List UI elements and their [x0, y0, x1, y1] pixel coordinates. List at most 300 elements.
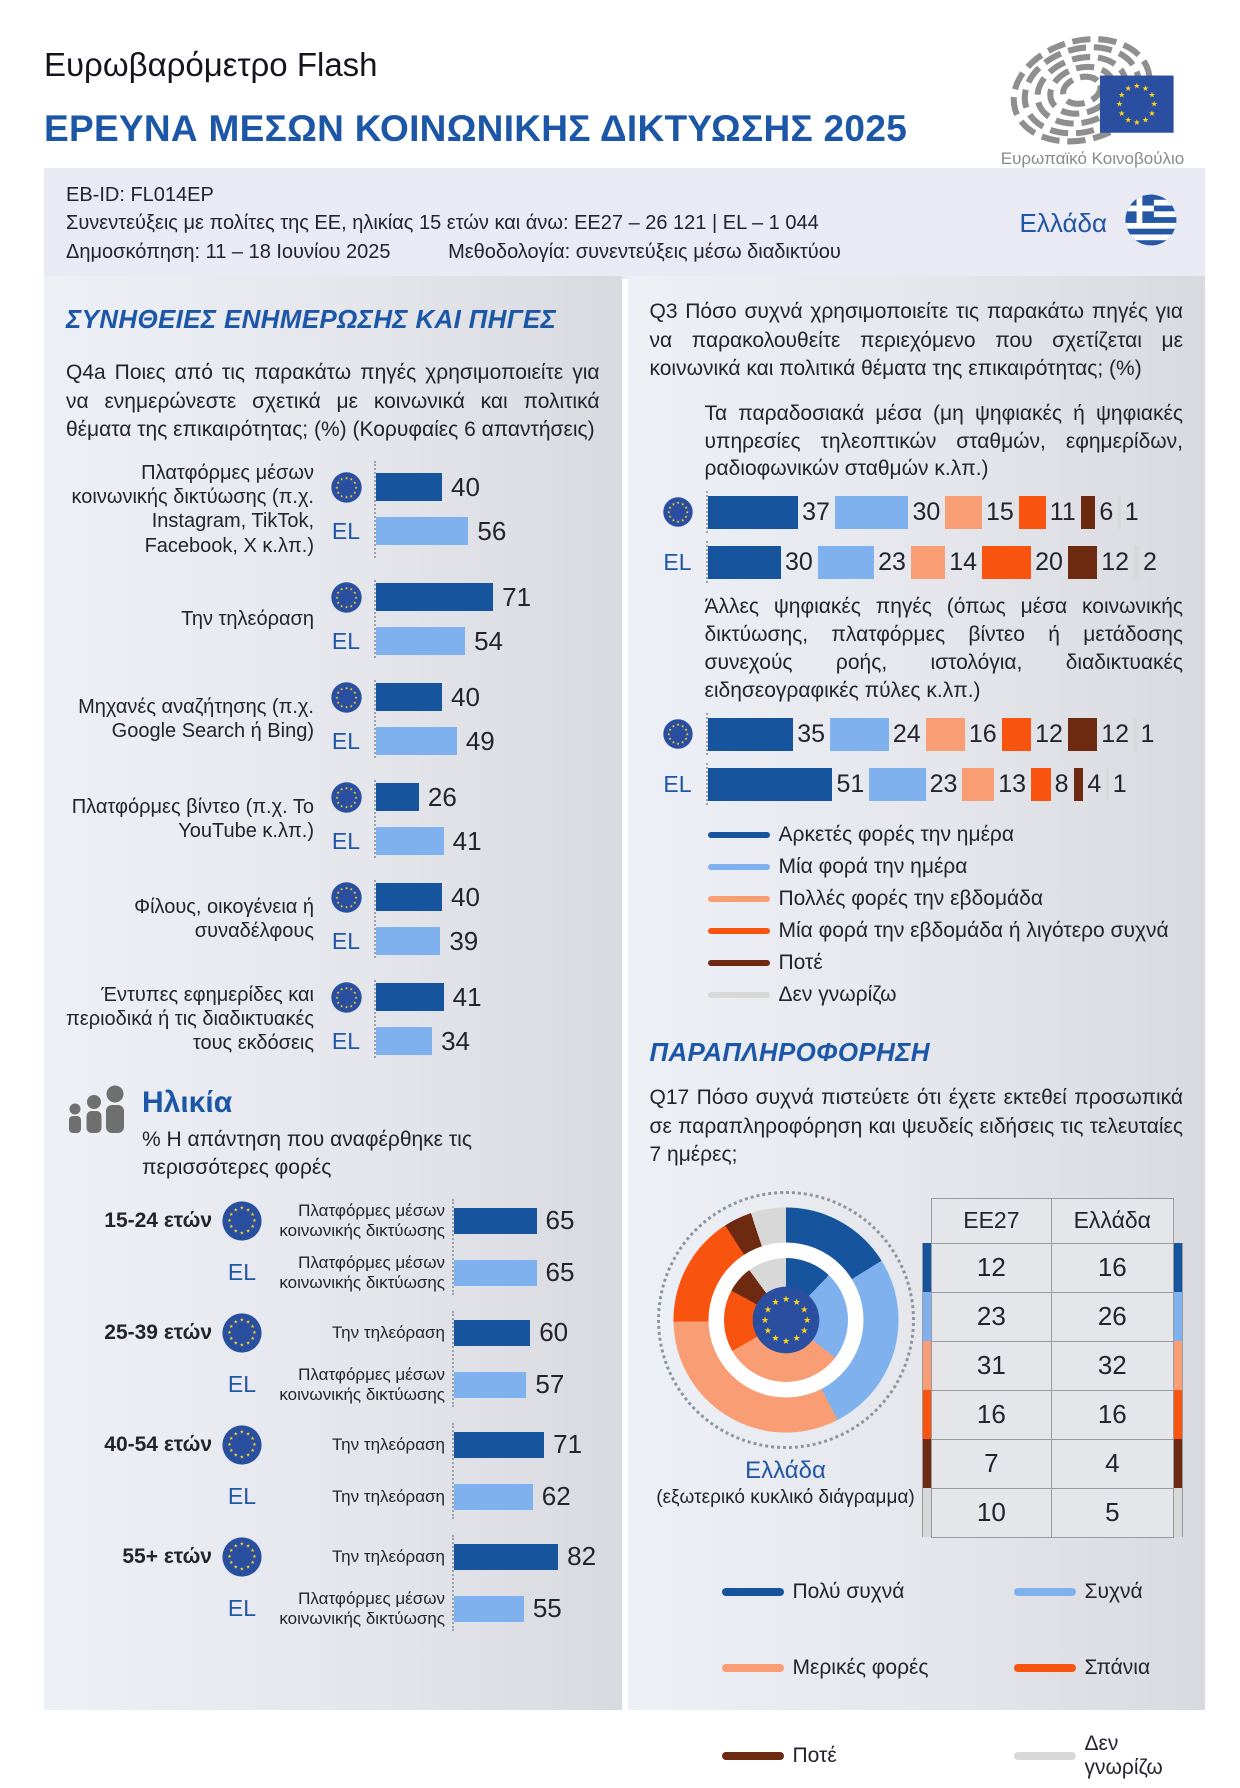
segment-value: 8	[1054, 769, 1069, 798]
svg-text:★: ★	[233, 1452, 239, 1459]
svg-text:★: ★	[675, 519, 680, 525]
age-header-text	[142, 1086, 542, 1181]
svg-text:★: ★	[339, 476, 343, 482]
frequency-legend	[708, 823, 1184, 1007]
bar-value: 34	[441, 1025, 471, 1056]
top-answer-label: Την τηλεόραση	[332, 1547, 445, 1567]
stack-segment	[1074, 768, 1084, 801]
svg-text:★: ★	[339, 586, 343, 592]
fieldwork-line	[66, 238, 841, 266]
segment-value: 12	[1035, 719, 1063, 748]
svg-text:★: ★	[353, 794, 358, 800]
geo-icons	[318, 980, 374, 1058]
svg-text:★: ★	[1150, 99, 1158, 109]
svg-text:★: ★	[335, 489, 340, 495]
svg-text:★: ★	[344, 1004, 348, 1010]
geo-icons	[214, 1535, 270, 1631]
svg-text:★: ★	[671, 723, 675, 729]
age-group-row	[66, 1423, 600, 1519]
geo-icons	[318, 780, 374, 858]
source-label: Πλατφόρμες μέσων κοινωνικής δικτύωσης (π.χ. Instagram, TikTok, Facebook, X κ.λπ.)	[71, 461, 314, 557]
stack-segment	[1019, 496, 1046, 529]
svg-text:★: ★	[344, 904, 348, 910]
segment-value: 6	[1099, 497, 1114, 526]
bar-value: 41	[452, 981, 482, 1012]
eu-flag-icon	[650, 497, 706, 527]
bar-value: 62	[541, 1481, 571, 1512]
age-range-label: 25-39 ετών	[104, 1320, 212, 1344]
svg-text:★: ★	[685, 509, 689, 515]
svg-text:★: ★	[667, 505, 672, 511]
svg-text:★: ★	[667, 736, 672, 742]
top-answer-label: Πλατφόρμες μέσων κοινωνικής δικτύωσης	[279, 1253, 445, 1292]
svg-text:★: ★	[671, 501, 675, 507]
svg-text:★: ★	[233, 1431, 239, 1438]
svg-text:★: ★	[349, 586, 353, 592]
stack-segment	[926, 718, 965, 751]
source-label: Φίλους, οικογένεια ή συναδέλφους	[134, 895, 314, 943]
el-label: EL	[227, 1259, 257, 1286]
legend-swatch	[1014, 1664, 1076, 1672]
svg-text:★: ★	[250, 1547, 256, 1554]
bar-value: 40	[451, 471, 480, 502]
svg-text:★: ★	[334, 894, 339, 900]
svg-text:★: ★	[228, 1547, 234, 1554]
el-bar-row	[454, 1475, 600, 1519]
svg-text:★: ★	[335, 480, 340, 486]
ee27-value-cell: 12	[931, 1243, 1051, 1292]
svg-text:★: ★	[680, 501, 684, 507]
bar-value: 49	[465, 725, 495, 756]
svg-text:★: ★	[250, 1335, 256, 1342]
legend-label: Μία φορά την ημέρα	[778, 855, 968, 879]
q4a-row	[66, 980, 600, 1058]
svg-text:★: ★	[349, 476, 353, 482]
traditional-media-label: Τα παραδοσιακά μέσα (μη ψηφιακές ή ψηφιακές υπηρεσίες τηλεοπτικών σταθμών, εφημερίδων, ραδιοφωνικών σταθμών κ.λπ.)	[704, 401, 1183, 481]
svg-text:★: ★	[239, 1205, 245, 1212]
legend-item	[708, 887, 1184, 911]
geo-icons	[214, 1199, 270, 1295]
svg-text:★: ★	[239, 1230, 245, 1237]
bar-value: 41	[452, 825, 482, 856]
bar-value: 40	[451, 681, 480, 712]
svg-text:★: ★	[339, 686, 343, 692]
svg-text:★: ★	[233, 1543, 239, 1550]
svg-text:★: ★	[335, 899, 340, 905]
svg-text:★: ★	[344, 604, 348, 610]
el-bar-row	[376, 924, 600, 958]
segment-value: 14	[949, 547, 978, 576]
stack-segment	[818, 546, 874, 579]
ee27-value-cell: 10	[931, 1488, 1051, 1537]
stacked-bar	[706, 541, 1184, 583]
el-label: EL	[227, 1371, 257, 1398]
el-bar-row	[376, 724, 600, 758]
content-columns	[44, 276, 1205, 1779]
legend-item	[708, 951, 1184, 975]
el-bar	[376, 627, 465, 655]
stacked-bar	[706, 763, 1184, 805]
el-bar	[454, 1596, 524, 1622]
stack-segment	[962, 768, 994, 801]
svg-text:★: ★	[353, 894, 358, 900]
svg-text:★: ★	[239, 1566, 245, 1573]
svg-text:★: ★	[233, 1340, 239, 1347]
el-label: EL	[331, 517, 361, 544]
el-geo-label	[332, 724, 360, 758]
el-label: EL	[227, 1595, 257, 1622]
segment-value: 23	[929, 769, 958, 798]
svg-text:★: ★	[349, 1003, 353, 1009]
svg-text:★: ★	[339, 603, 343, 609]
table-header-cell: EE27	[931, 1198, 1051, 1243]
svg-text:★: ★	[252, 1217, 257, 1224]
legend-label: Δεν γνωρίζω	[778, 983, 897, 1007]
legend-swatch	[708, 864, 770, 870]
greece-value-cell: 16	[1051, 1390, 1173, 1439]
el-label: EL	[331, 627, 361, 654]
greece-value-cell: 4	[1051, 1439, 1173, 1488]
bars-column	[374, 580, 600, 658]
svg-text:★: ★	[339, 703, 343, 709]
top-answer-label: Την τηλεόραση	[332, 1435, 445, 1455]
bars-column	[452, 1423, 600, 1519]
marker-cell	[1173, 1198, 1182, 1243]
svg-text:★: ★	[335, 599, 340, 605]
stack-segment	[1106, 768, 1108, 801]
svg-text:★: ★	[1141, 115, 1149, 125]
legend-item	[708, 823, 1184, 847]
age-range-label: 40-54 ετών	[104, 1432, 212, 1456]
svg-text:★: ★	[228, 1323, 234, 1330]
sample-line: Συνεντεύξεις με πολίτες της ΕΕ, ηλικίας 15 ετών και άνω: EE27 – 26 121 | EL – 1 044	[66, 212, 819, 235]
table-row	[922, 1292, 1183, 1341]
svg-text:★: ★	[245, 1228, 251, 1235]
pretitle: Ευρωβαρόμετρο Flash	[44, 46, 378, 83]
legend-swatch	[708, 928, 770, 934]
row-color-marker	[1173, 1292, 1182, 1341]
q4a-row	[66, 461, 600, 559]
bars-column	[452, 1535, 600, 1631]
svg-text:★: ★	[763, 1325, 772, 1336]
eu-stacked-row	[650, 491, 1184, 533]
legend-label: Μία φορά την εβδομάδα ή λιγότερο συχνά	[778, 919, 1169, 943]
svg-text:★: ★	[227, 1441, 232, 1448]
segment-value: 1	[1112, 769, 1127, 798]
stack-segment	[835, 496, 909, 529]
svg-text:★: ★	[245, 1319, 251, 1326]
bar-value: 55	[532, 1593, 562, 1624]
answers-column	[270, 1423, 452, 1519]
row-color-marker	[922, 1439, 931, 1488]
svg-text:★: ★	[666, 509, 670, 515]
el-bar	[376, 517, 468, 545]
svg-text:★: ★	[239, 1541, 245, 1548]
svg-text:★: ★	[344, 585, 348, 591]
q3-traditional-stacked-chart	[650, 491, 1184, 583]
svg-text:★: ★	[683, 514, 688, 520]
svg-text:★: ★	[228, 1435, 234, 1442]
svg-text:★: ★	[680, 517, 684, 523]
svg-text:★: ★	[228, 1559, 234, 1566]
bars-column	[452, 1311, 600, 1407]
age-range-label: 55+ ετών	[122, 1544, 212, 1568]
legend-label: Μερικές φορές	[792, 1655, 929, 1679]
table-header-row	[922, 1198, 1183, 1243]
svg-text:★: ★	[680, 723, 684, 729]
exposure-table	[922, 1198, 1184, 1538]
svg-text:★: ★	[683, 505, 688, 511]
segment-value: 2	[1142, 547, 1157, 576]
methodology: Μεθοδολογία: συνεντεύξεις μέσω διαδικτύου	[448, 240, 841, 263]
age-group-row	[66, 1535, 600, 1631]
el-bar-row	[454, 1251, 600, 1295]
el-label: EL	[227, 1483, 257, 1510]
legend-item	[1014, 1580, 1184, 1604]
stack-segment	[830, 718, 889, 751]
survey-info-box	[44, 168, 1205, 279]
svg-text:★: ★	[250, 1211, 256, 1218]
svg-text:★: ★	[335, 999, 340, 1005]
geo-icons	[318, 580, 374, 658]
stack-segment	[1068, 718, 1097, 751]
legend-swatch	[708, 960, 770, 966]
eu-bar	[454, 1432, 544, 1458]
svg-text:★: ★	[1117, 90, 1125, 100]
stack-segment	[1031, 768, 1051, 801]
svg-text:★: ★	[353, 484, 358, 490]
svg-text:★: ★	[352, 699, 357, 705]
row-color-marker	[1173, 1243, 1182, 1292]
bar-value: 39	[449, 925, 479, 956]
segment-value: 4	[1087, 769, 1102, 798]
eu-flag-icon	[331, 680, 362, 714]
table-row	[922, 1341, 1183, 1390]
bar-value: 71	[502, 581, 532, 612]
eb-id: EB-ID: FL014EP	[66, 184, 214, 206]
svg-text:★: ★	[233, 1564, 239, 1571]
svg-text:★: ★	[339, 786, 343, 792]
svg-text:★: ★	[245, 1543, 251, 1550]
el-bar	[454, 1484, 533, 1510]
right-panel	[628, 276, 1206, 1779]
donut-caption-note: (εξωτερικό κυκλικό διάγραμμα)	[656, 1486, 915, 1508]
bar-value: 57	[535, 1369, 565, 1400]
donut-zone	[650, 1186, 922, 1454]
eu-bar-row	[376, 470, 600, 504]
stack-segment	[945, 496, 982, 529]
svg-text:★: ★	[349, 603, 353, 609]
answers-column	[270, 1311, 452, 1407]
svg-text:★: ★	[1124, 84, 1132, 94]
legend-item	[722, 1656, 1014, 1680]
svg-text:★: ★	[335, 989, 340, 995]
section-title-disinformation: ΠΑΡΑΠΛΗΡΟΦΟΡΗΣΗ	[649, 1037, 930, 1068]
bar-value: 65	[545, 1257, 575, 1288]
svg-text:★: ★	[245, 1207, 251, 1214]
legend-item	[708, 983, 1184, 1007]
el-geo-label	[332, 624, 360, 658]
svg-text:★: ★	[335, 699, 340, 705]
bar-value: 40	[451, 881, 480, 912]
ee27-value-cell: 31	[931, 1341, 1051, 1390]
svg-text:★: ★	[344, 985, 348, 991]
svg-text:★: ★	[335, 889, 340, 895]
legend-label: Σπάνια	[1084, 1655, 1151, 1679]
svg-text:★: ★	[344, 885, 348, 891]
el-label: EL	[331, 827, 361, 854]
svg-text:★: ★	[228, 1447, 234, 1454]
bars-column	[452, 1199, 600, 1295]
el-stacked-row	[650, 541, 1184, 583]
el-label: EL	[663, 770, 692, 797]
ep-logo-caption: Ευρωπαϊκό Κοινοβούλιο	[1000, 149, 1185, 168]
svg-text:★: ★	[339, 1003, 343, 1009]
geo-icons	[318, 461, 374, 559]
svg-text:★: ★	[1115, 99, 1123, 109]
el-label: EL	[331, 1027, 361, 1054]
el-label: EL	[663, 548, 692, 575]
svg-text:★: ★	[233, 1319, 239, 1326]
svg-text:★: ★	[250, 1447, 256, 1454]
svg-text:★: ★	[352, 899, 357, 905]
svg-text:★: ★	[781, 1335, 790, 1346]
svg-text:★: ★	[349, 703, 353, 709]
svg-text:★: ★	[1132, 117, 1140, 127]
legend-swatch	[1014, 1752, 1076, 1760]
svg-text:★: ★	[335, 799, 340, 805]
bar-value: 65	[545, 1205, 575, 1236]
el-geo-label	[332, 924, 360, 958]
el-bar	[454, 1260, 537, 1286]
bar-value: 60	[539, 1317, 569, 1348]
age-range-label: 15-24 ετών	[104, 1208, 212, 1232]
stack-segment	[708, 768, 833, 801]
bar-value: 56	[477, 515, 507, 546]
stack-segment	[708, 718, 794, 751]
row-color-marker	[1173, 1439, 1182, 1488]
age-title: Ηλικία	[142, 1086, 233, 1120]
svg-text:★: ★	[344, 704, 348, 710]
svg-text:★: ★	[1147, 108, 1155, 118]
svg-text:★: ★	[352, 799, 357, 805]
section-title-habits: ΣΥΝΗΘΕΙΕΣ ΕΝΗΜΕΡΩΣΗΣ ΚΑΙ ΠΗΓΕΣ	[66, 304, 557, 334]
q3-question: Q3 Πόσο συχνά χρησιμοποιείτε τις παρακάτω πηγές για να παρακολουθείτε περιεχόμενο που σχετίζεται με κοινωνικά και πολιτικά θέματα της επικαιρότητας; (%)	[649, 300, 1183, 381]
svg-text:★: ★	[667, 514, 672, 520]
legend-swatch	[708, 832, 770, 838]
q4a-row	[66, 680, 600, 758]
svg-text:★: ★	[352, 689, 357, 695]
stack-segment	[1068, 546, 1097, 579]
svg-text:★: ★	[353, 594, 358, 600]
svg-text:★: ★	[344, 494, 348, 500]
bar-value: 71	[553, 1429, 583, 1460]
bar-value: 54	[474, 625, 504, 656]
el-geo-label	[650, 549, 706, 576]
svg-text:★: ★	[334, 694, 339, 700]
eu-bar-row	[454, 1423, 600, 1467]
table-row	[922, 1488, 1183, 1537]
ee27-value-cell: 23	[931, 1292, 1051, 1341]
svg-text:★: ★	[228, 1211, 234, 1218]
el-bar	[376, 827, 444, 855]
el-bar-row	[376, 624, 600, 658]
svg-text:★: ★	[239, 1454, 245, 1461]
age-group-row	[66, 1311, 600, 1407]
left-panel	[44, 276, 622, 1710]
svg-text:★: ★	[349, 886, 353, 892]
segment-value: 13	[998, 769, 1027, 798]
stack-segment	[869, 768, 925, 801]
q17-question: Q17 Πόσο συχνά πιστεύετε ότι έχετε εκτεθεί προσωπικά σε παραπληροφόρηση και ψευδείς ειδήσεις τις τελευταίες 7 ημέρες;	[649, 1086, 1183, 1167]
svg-text:★: ★	[770, 1296, 779, 1307]
svg-text:★: ★	[685, 731, 689, 737]
eu-flag-icon	[331, 470, 362, 504]
bars-column	[374, 461, 600, 559]
svg-text:★: ★	[352, 589, 357, 595]
svg-text:★: ★	[334, 794, 339, 800]
el-geo-label	[332, 824, 360, 858]
svg-text:★: ★	[250, 1223, 256, 1230]
eu-bar	[376, 473, 442, 501]
stack-segment	[1134, 546, 1139, 579]
segment-value: 30	[912, 497, 941, 526]
el-geo-label	[228, 1251, 256, 1295]
table-row	[922, 1390, 1183, 1439]
svg-text:★: ★	[227, 1553, 232, 1560]
legend-item	[708, 919, 1184, 943]
stacked-bar	[706, 713, 1184, 755]
answers-column	[270, 1199, 452, 1295]
q4a-row	[66, 780, 600, 858]
row-color-marker	[922, 1292, 931, 1341]
legend-label: Συχνά	[1084, 1579, 1143, 1603]
el-bar-row	[376, 1024, 600, 1058]
stack-segment	[1081, 496, 1096, 529]
el-label: EL	[331, 727, 361, 754]
legend-label: Πολύ συχνά	[792, 1579, 905, 1603]
svg-text:★: ★	[792, 1332, 801, 1343]
geo-icons	[318, 680, 374, 758]
segment-value: 16	[968, 719, 997, 748]
q4a-question: Q4a Ποιες από τις παρακάτω πηγές χρησιμοποιείτε για να ενημερώνεστε σχετικά με κοινωνικά και πολιτικά θέματα της επικαιρότητας; (%) (Κορυφαίες 6 απαντήσεις)	[66, 361, 600, 442]
geo-icons	[214, 1423, 270, 1519]
eu-flag-icon	[752, 1286, 820, 1354]
bar-value: 82	[567, 1541, 597, 1572]
segment-value: 1	[1140, 719, 1155, 748]
svg-text:★: ★	[344, 685, 348, 691]
legend-swatch	[708, 896, 770, 902]
svg-text:★: ★	[339, 493, 343, 499]
svg-text:★: ★	[239, 1317, 245, 1324]
age-people-icon	[66, 1086, 128, 1147]
svg-text:★: ★	[352, 489, 357, 495]
page-title: ΕΡΕΥΝΑ ΜΕΣΩΝ ΚΟΙΝΩΝΙΚΗΣ ΔΙΚΤΥΩΣΗΣ 2025	[44, 108, 908, 149]
svg-text:★: ★	[683, 726, 688, 732]
donut-caption	[650, 1456, 922, 1510]
table-row	[922, 1439, 1183, 1488]
country-name: Ελλάδα	[1019, 208, 1107, 239]
legend-label: Αρκετές φορές την ημέρα	[778, 823, 1015, 847]
double-donut-chart	[650, 1186, 922, 1538]
donut-caption-country: Ελλάδα	[745, 1456, 826, 1484]
svg-text:★: ★	[245, 1340, 251, 1347]
eu-bar	[454, 1320, 530, 1346]
fieldwork-dates: Δημοσκόπηση: 11 – 18 Ιουνίου 2025	[66, 240, 391, 263]
svg-text:★: ★	[335, 589, 340, 595]
svg-text:★: ★	[781, 1293, 790, 1304]
bars-column	[374, 980, 600, 1058]
